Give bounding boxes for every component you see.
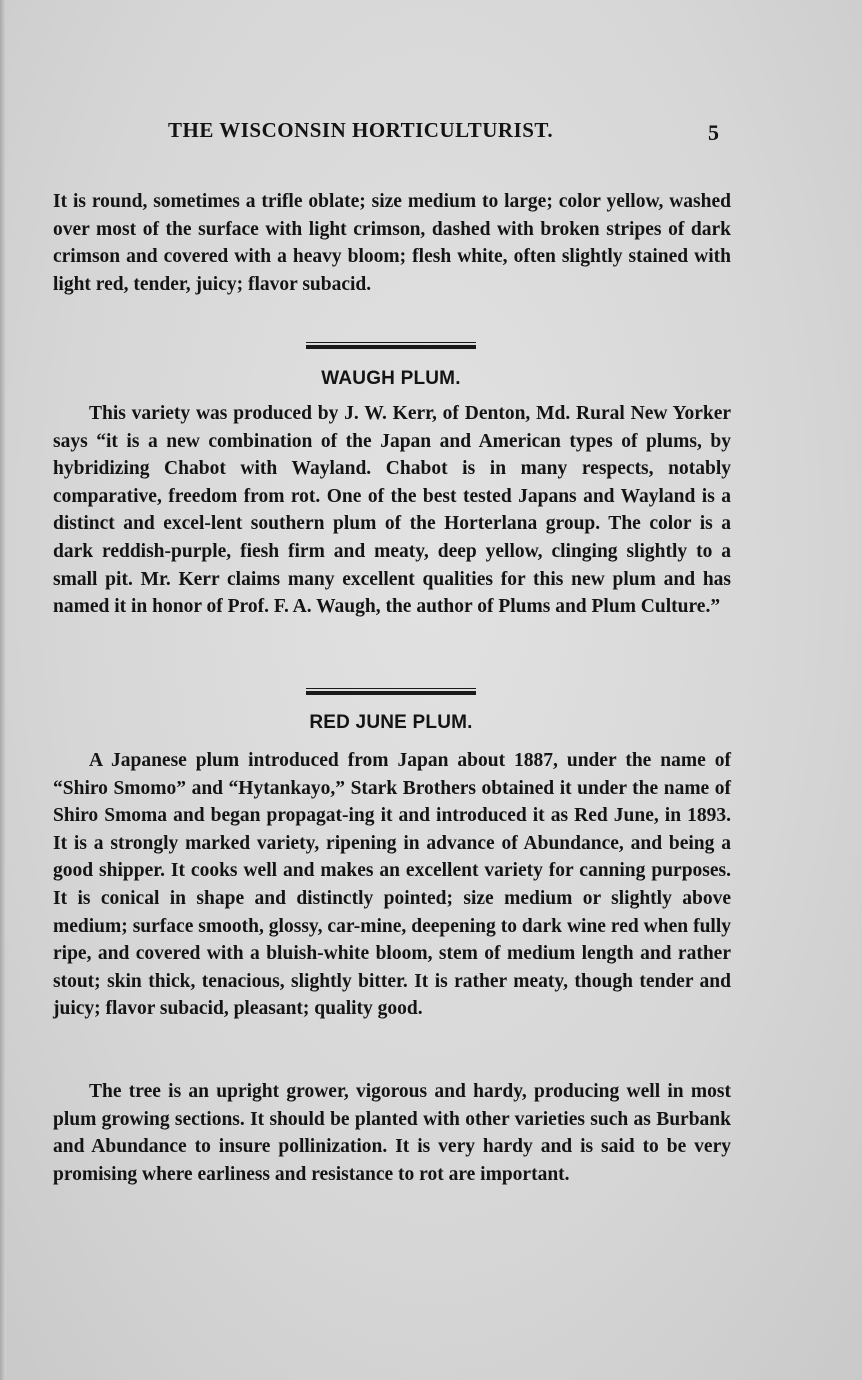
section-divider-rule bbox=[306, 688, 476, 695]
red-june-plum-paragraph-2: The tree is an upright grower, vigorous and hardy, producing well in most plum growing sections. It should be planted with other varieties such as Burbank and Abundance to insure pollinization. It is very hardy and is said to be very promising where earliness and resistance to rot are important. bbox=[53, 1081, 731, 1185]
section-divider-rule bbox=[306, 342, 476, 349]
intro-paragraph: It is round, sometimes a trifle oblate; size medium to large; color yellow, washed over most of the surface with light crimson, dashed with broken stripes of dark crimson and covered with a heavy bloom; flesh white, often slightly stained with light red, tender, juicy; flavor subacid. bbox=[53, 191, 731, 295]
running-head-title: THE WISCONSIN HORTICULTURIST. bbox=[168, 118, 554, 142]
page-number: 5 bbox=[708, 120, 719, 145]
page-edge-shadow bbox=[0, 0, 6, 1380]
waugh-plum-paragraph: This variety was produced by J. W. Kerr, of Denton, Md. Rural New Yorker says “it is a new combination of the Japan and American types of plums, by hybridizing Chabot with Wayland. Chabot is in many respects, notably comparative, freedom from rot. One of the best tested Japans and Wayland is a distinct and excel-lent southern plum of the Horterlana group. The color is a dark reddish-purple, fiesh firm and meaty, deep yellow, clinging slightly to a small pit. Mr. Kerr claims many excellent qualities for this new plum and has named it in honor of Prof. F. A. Waugh, the author of Plums and Plum Culture.” bbox=[53, 403, 731, 618]
section-heading-waugh-plum: WAUGH PLUM. bbox=[321, 368, 461, 389]
section-heading-red-june-plum: RED JUNE PLUM. bbox=[309, 712, 473, 733]
red-june-plum-paragraph-1: A Japanese plum introduced from Japan about 1887, under the name of “Shiro Smomo” and “Hytankayo,” Stark Brothers obtained it under the name of Shiro Smoma and began propagat-ing it and introduced it as Red June, in 1893. It is a strongly marked variety, ripening in advance of Abundance, and being a good shipper. It cooks well and makes an excellent variety for canning purposes. It is conical in shape and distinctly pointed; size medium or slightly above medium; surface smooth, glossy, car-mine, deepening to dark wine red when fully ripe, and covered with a bluish-white bloom, stem of medium length and rather stout; skin thick, tenacious, slightly bitter. It is rather meaty, though tender and juicy; flavor subacid, pleasant; quality good. bbox=[53, 750, 731, 1020]
